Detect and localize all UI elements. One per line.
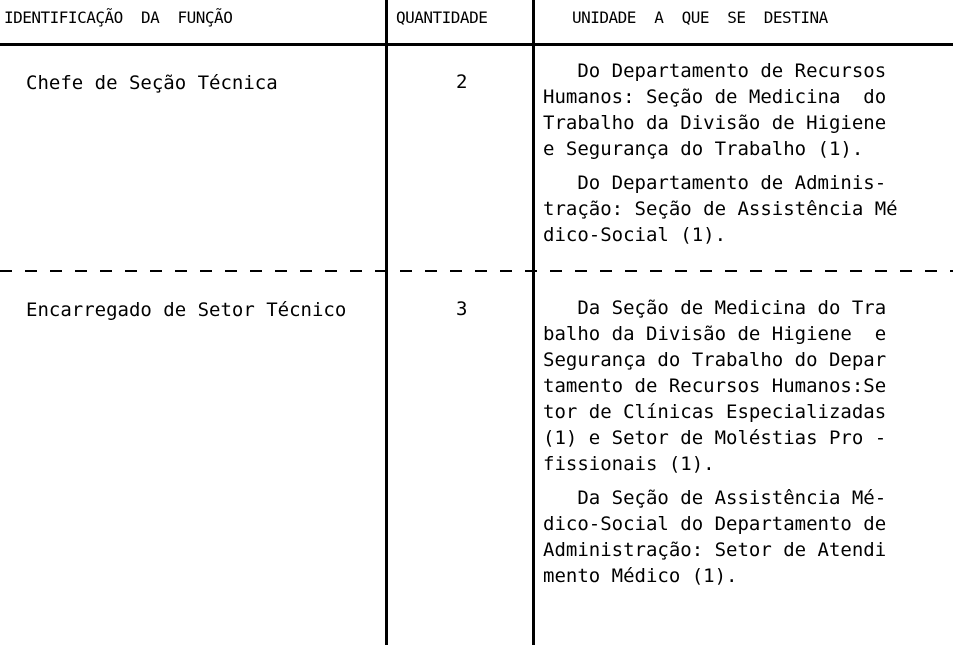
row-2-unidade-paragraph-1: Da Seção de Medicina do Tra balho da Divisão de Higiene e Segurança do Trabalho do Depar tamento de Recursos Humanos:Se tor de Clínicas Especializadas (1) e Setor de Moléstias Pro - fissionais (1). [543,297,887,475]
row-2-unidade-paragraph-2: Da Seção de Assistência Mé- dico-Social do Departamento de Administração: Setor de Atendi mento Médico (1). [543,487,887,587]
row-1-quantidade: 2 [456,71,468,93]
column-divider-1 [385,0,388,645]
row-separator [0,270,953,272]
row-2-funcao: Encarregado de Setor Técnico [26,299,347,321]
header-bottom-rule [0,43,953,46]
row-2-quantidade: 3 [456,298,468,320]
header-quantidade: QUANTIDADE [396,8,488,27]
row-1-unidade-paragraph-1: Do Departamento de Recursos Humanos: Seção de Medicina do Trabalho da Divisão de Higiene e Segurança do Trabalho (1). [543,60,887,160]
header-unidade-destino: UNIDADE A QUE SE DESTINA [572,8,828,27]
row-1-unidade-paragraph-2: Do Departamento de Adminis- tração: Seção de Assistência Mé dico-Social (1). [543,172,898,246]
row-1-funcao: Chefe de Seção Técnica [26,72,278,94]
header-identificacao-funcao: IDENTIFICAÇÃO DA FUNÇÃO [4,8,233,27]
column-divider-2 [532,0,535,645]
